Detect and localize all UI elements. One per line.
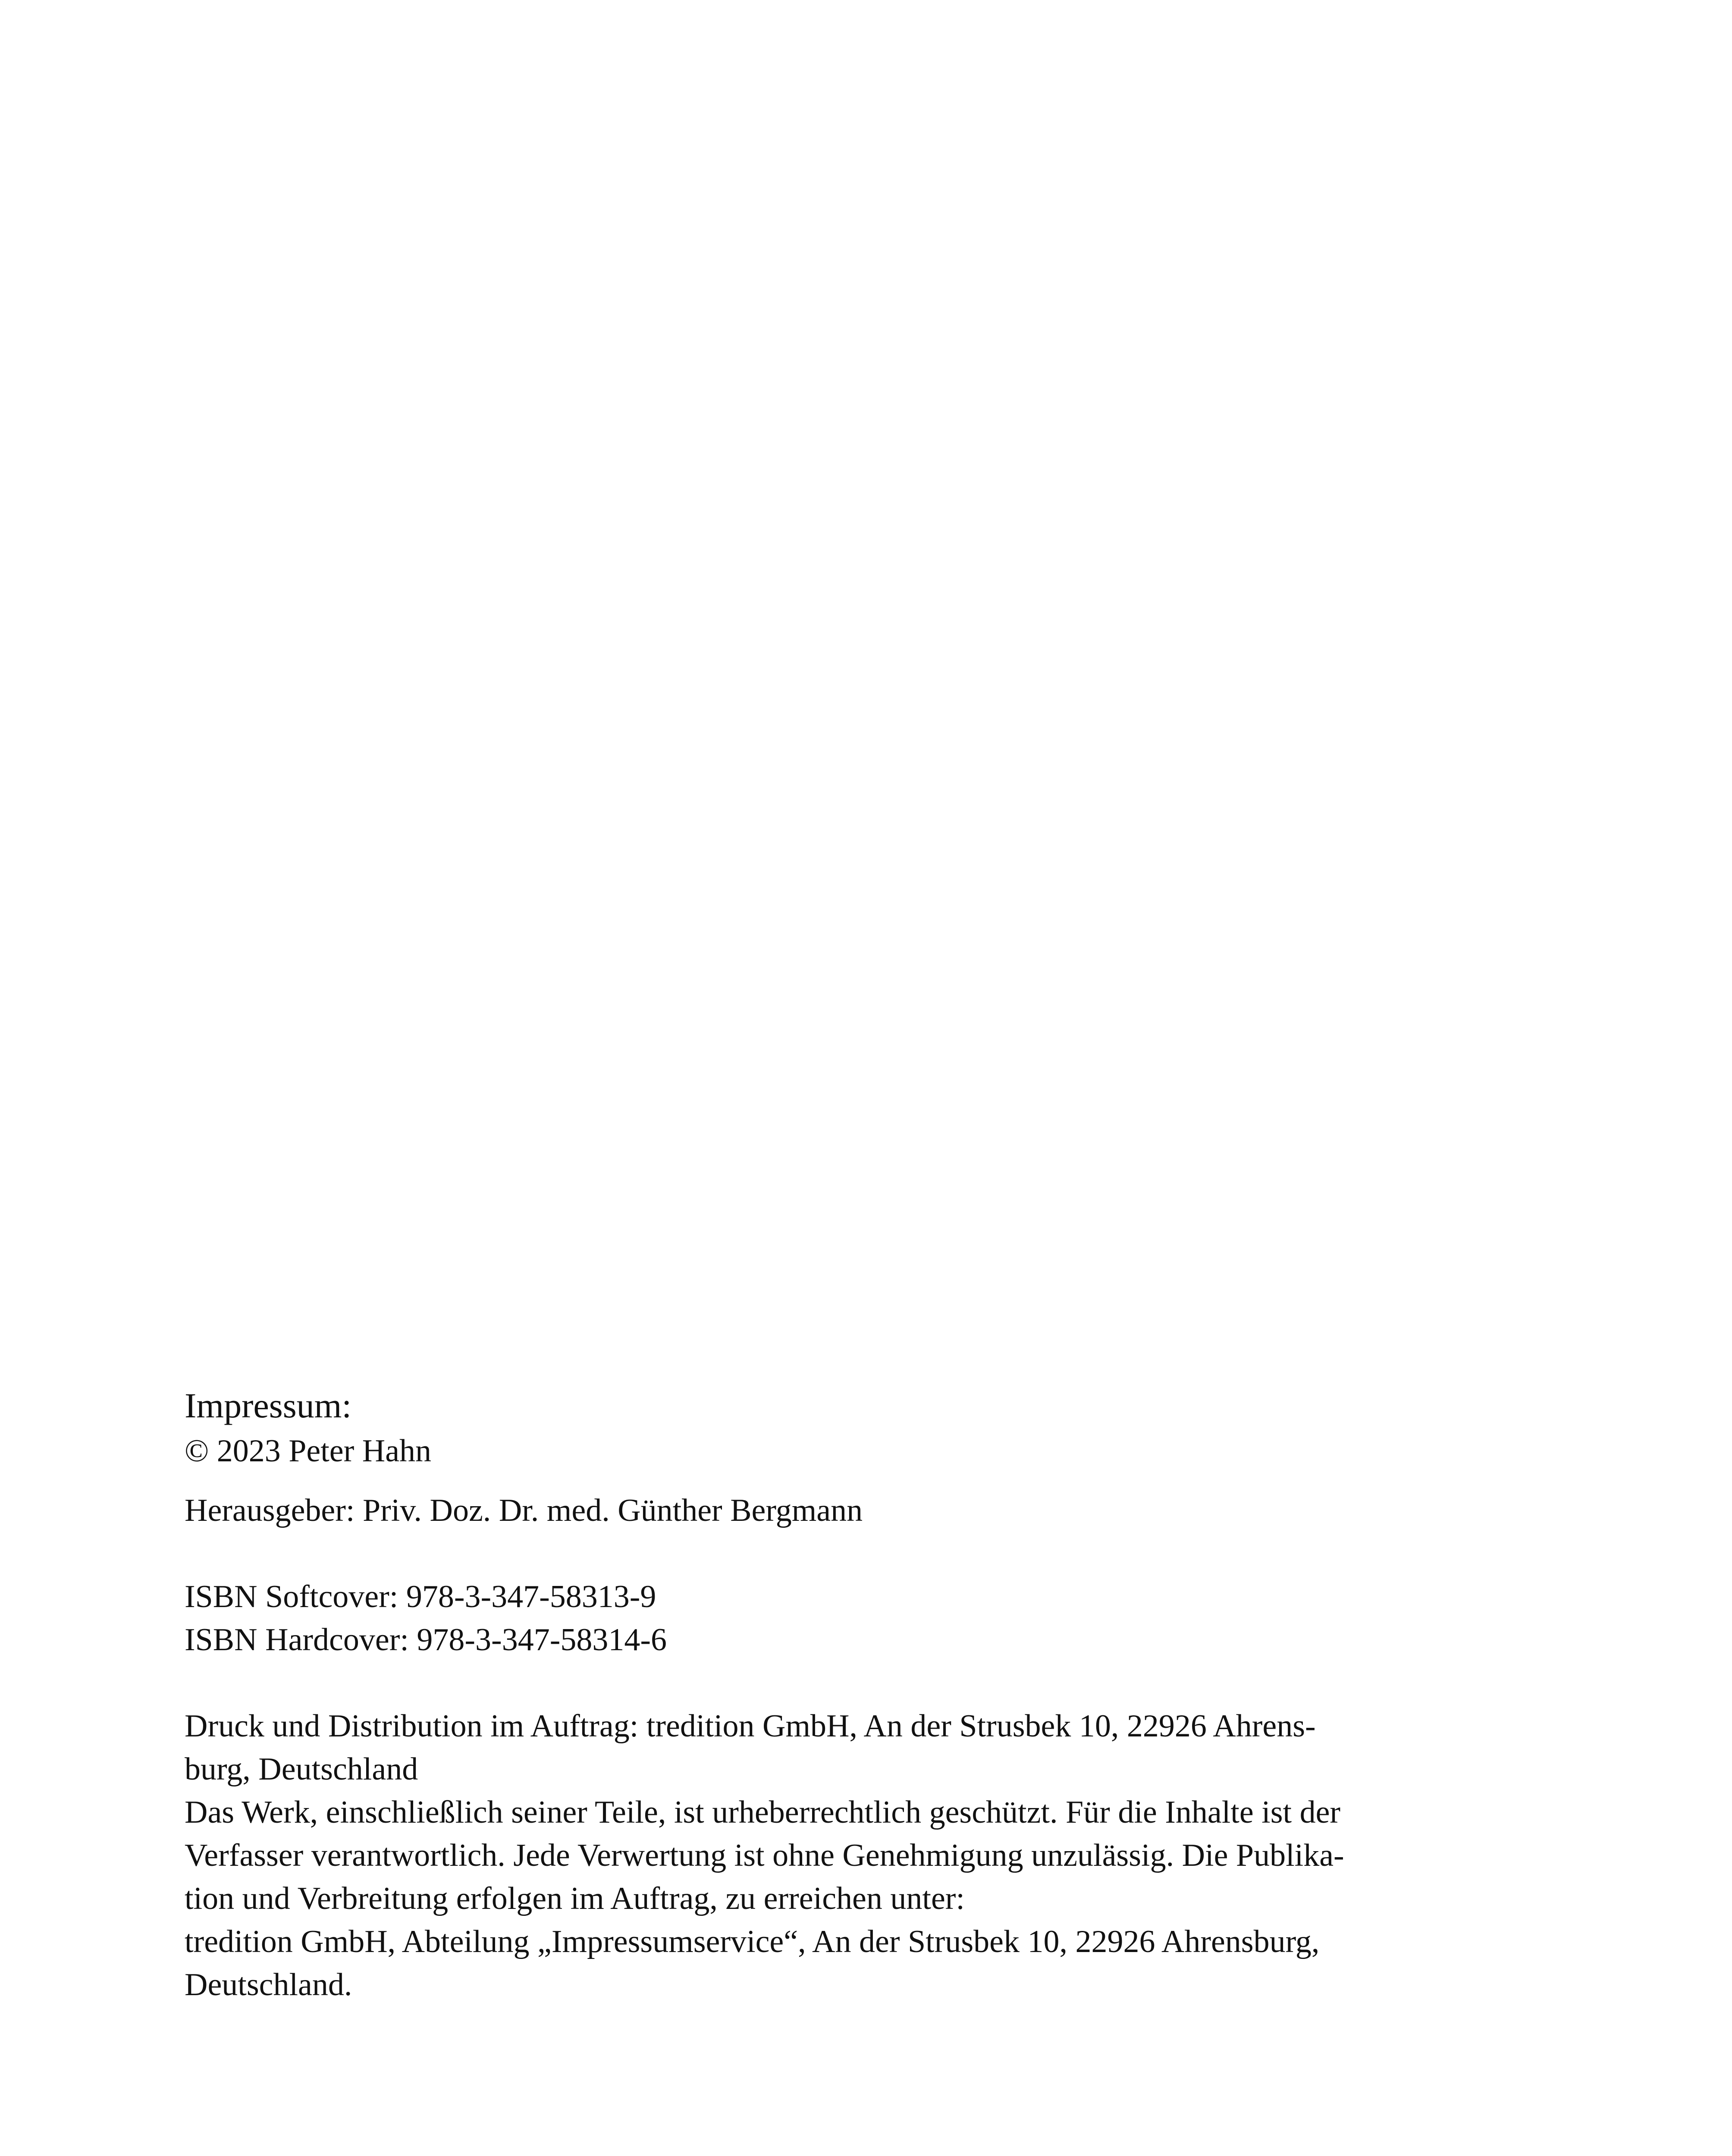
imprint-heading: Impressum: xyxy=(185,1386,352,1425)
copyright-legal-line-1: Das Werk, einschließlich seiner Teile, ist urheberrechtlich geschützt. Für die Inhalte ist der xyxy=(185,1795,1341,1830)
publisher-line: Herausgeber: Priv. Doz. Dr. med. Günther Bergmann xyxy=(185,1493,863,1528)
contact-address-line-1: tredition GmbH, Abteilung „Impressumservice“, An der Strusbek 10, 22926 Ahrensburg, xyxy=(185,1924,1320,1959)
print-distribution-line-1: Druck und Distribution im Auftrag: tredition GmbH, An der Strusbek 10, 22926 Ahrens- xyxy=(185,1708,1316,1744)
print-distribution-line-2: burg, Deutschland xyxy=(185,1752,418,1787)
imprint-block xyxy=(185,1382,1530,2006)
isbn-softcover: ISBN Softcover: 978-3-347-58313-9 xyxy=(185,1579,656,1614)
contact-address-line-2: Deutschland. xyxy=(185,1967,352,2002)
copyright-notice: © 2023 Peter Hahn xyxy=(185,1433,432,1469)
copyright-legal-line-2: Verfasser verantwortlich. Jede Verwertung ist ohne Genehmigung unzulässig. Die Publika- xyxy=(185,1838,1344,1873)
isbn-hardcover: ISBN Hardcover: 978-3-347-58314-6 xyxy=(185,1622,667,1658)
copyright-legal-line-3: tion und Verbreitung erfolgen im Auftrag, zu erreichen unter: xyxy=(185,1881,965,1916)
